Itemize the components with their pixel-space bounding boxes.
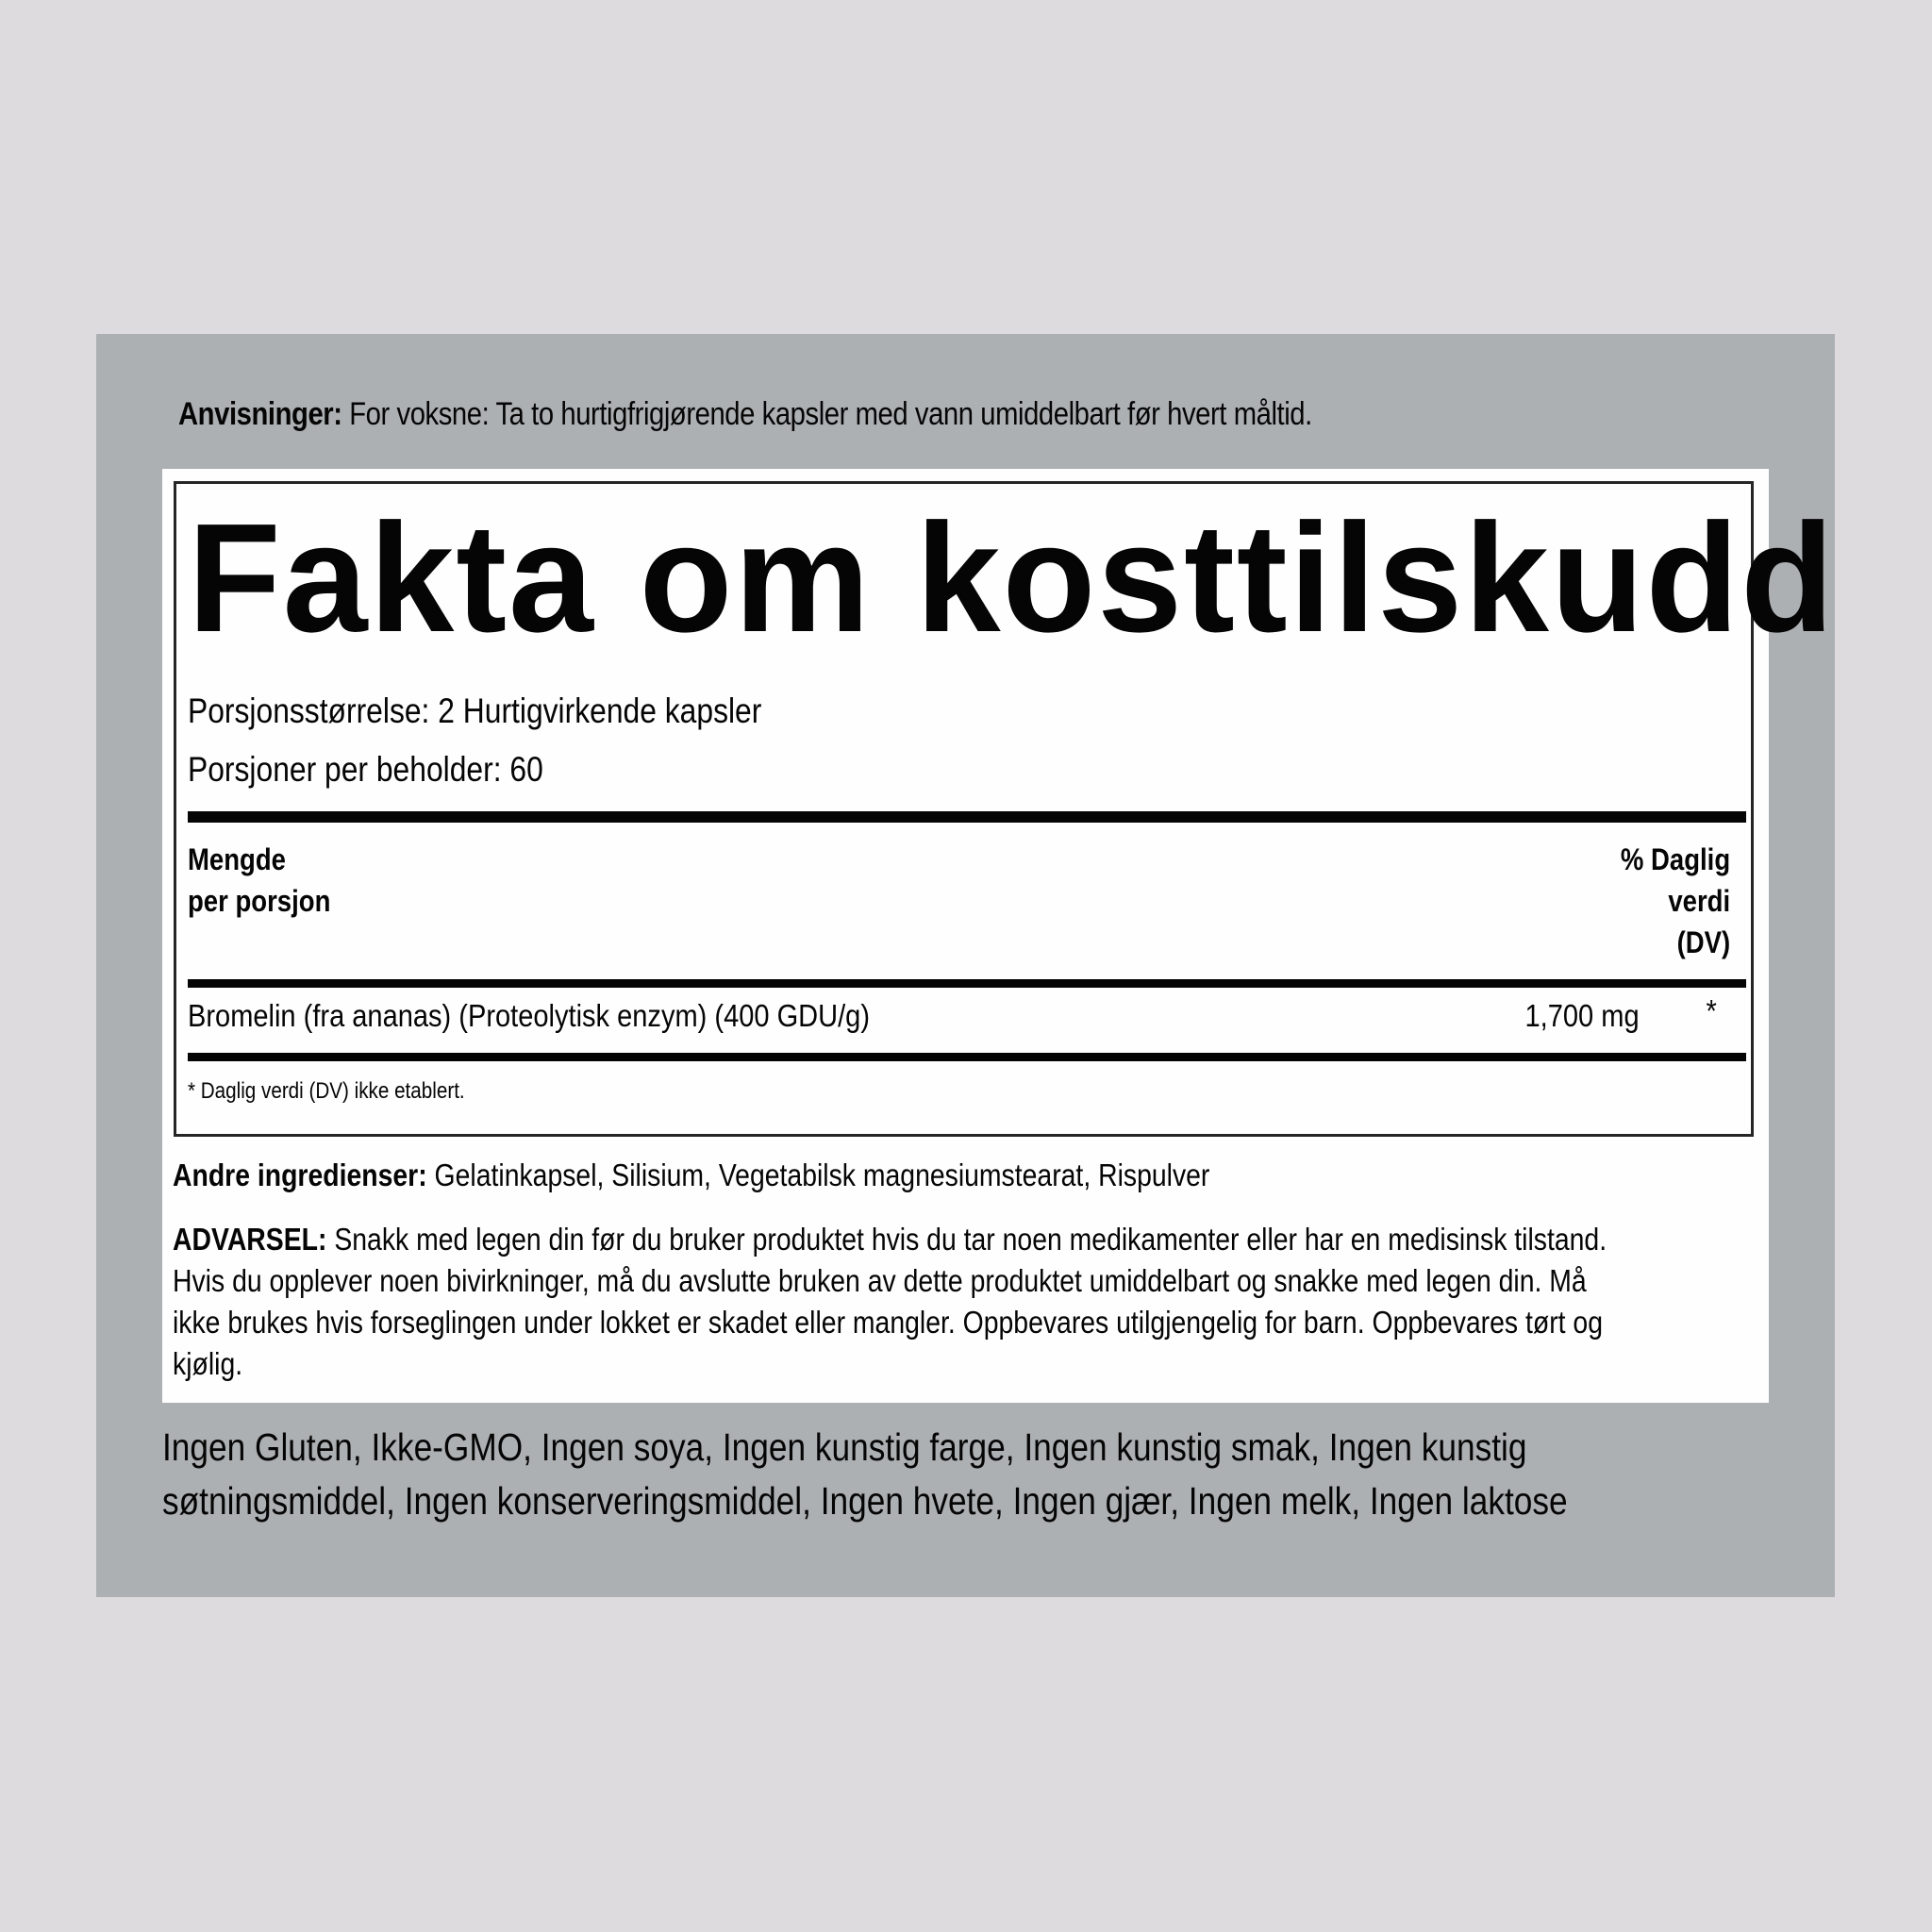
ingredient-name: Bromelin (fra ananas) (Proteolytisk enzym) (400 GDU/g) xyxy=(188,998,871,1033)
header-right-line2: verdi xyxy=(1668,884,1730,918)
other-ingredients-text: Gelatinkapsel, Silisium, Vegetabilsk magnesiumstearat, Rispulver xyxy=(426,1158,1210,1192)
directions xyxy=(178,396,1312,433)
header-right-line3: (DV) xyxy=(1676,925,1730,959)
ingredient-dv: * xyxy=(1706,993,1717,1028)
warning-line-4: kjølig. xyxy=(173,1346,243,1381)
ingredient-amount: 1,700 mg xyxy=(1524,998,1640,1033)
dv-footnote: * Daglig verdi (DV) ikke etablert. xyxy=(188,1078,465,1104)
row-divider xyxy=(188,1053,1746,1061)
daily-value-header xyxy=(1621,839,1730,963)
header-left-line1: Mengde xyxy=(188,842,286,876)
header-right-line1: % Daglig xyxy=(1620,842,1730,876)
label-white-box xyxy=(162,469,1836,1403)
directions-label: Anvisninger: xyxy=(178,396,342,432)
directions-text: For voksne: Ta to hurtigfrigjørende kapsler med vann umiddelbart før hvert måltid. xyxy=(341,396,1312,432)
facts-title: Fakta om kosttilskudd xyxy=(188,491,1836,664)
warning-line-1: Snakk med legen din før du bruker produktet hvis du tar noen medikamenter eller har en medisinsk tilstand. xyxy=(326,1222,1607,1257)
other-ingredients xyxy=(173,1158,1209,1193)
servings-per-container: Porsjoner per beholder: 60 xyxy=(188,750,543,789)
free-from-claims xyxy=(162,1421,1568,1528)
amount-per-serving-header xyxy=(188,839,330,922)
warning xyxy=(173,1219,1690,1385)
header-left-line2: per porsjon xyxy=(188,884,331,918)
thick-divider xyxy=(188,811,1746,823)
header-divider xyxy=(188,979,1746,988)
warning-line-3: ikke brukes hvis forseglingen under lokket er skadet eller mangler. Oppbevares utilgjengelig for barn. Oppbevares tørt og xyxy=(173,1305,1603,1340)
warning-line-2: Hvis du opplever noen bivirkninger, må du avslutte bruken av dette produktet umiddelbart og snakke med legen din. Må xyxy=(173,1263,1587,1298)
warning-label: ADVARSEL: xyxy=(173,1222,327,1257)
supplement-facts-box xyxy=(174,481,1836,1137)
serving-size: Porsjonsstørrelse: 2 Hurtigvirkende kapsler xyxy=(188,691,762,730)
claims-line-2: søtningsmiddel, Ingen konserveringsmiddel, Ingen hvete, Ingen gjær, Ingen melk, Ingen laktose xyxy=(162,1479,1568,1523)
claims-line-1: Ingen Gluten, Ikke-GMO, Ingen soya, Ingen kunstig farge, Ingen kunstig smak, Ingen kunstig xyxy=(162,1425,1527,1469)
other-ingredients-label: Andre ingredienser: xyxy=(173,1158,427,1192)
